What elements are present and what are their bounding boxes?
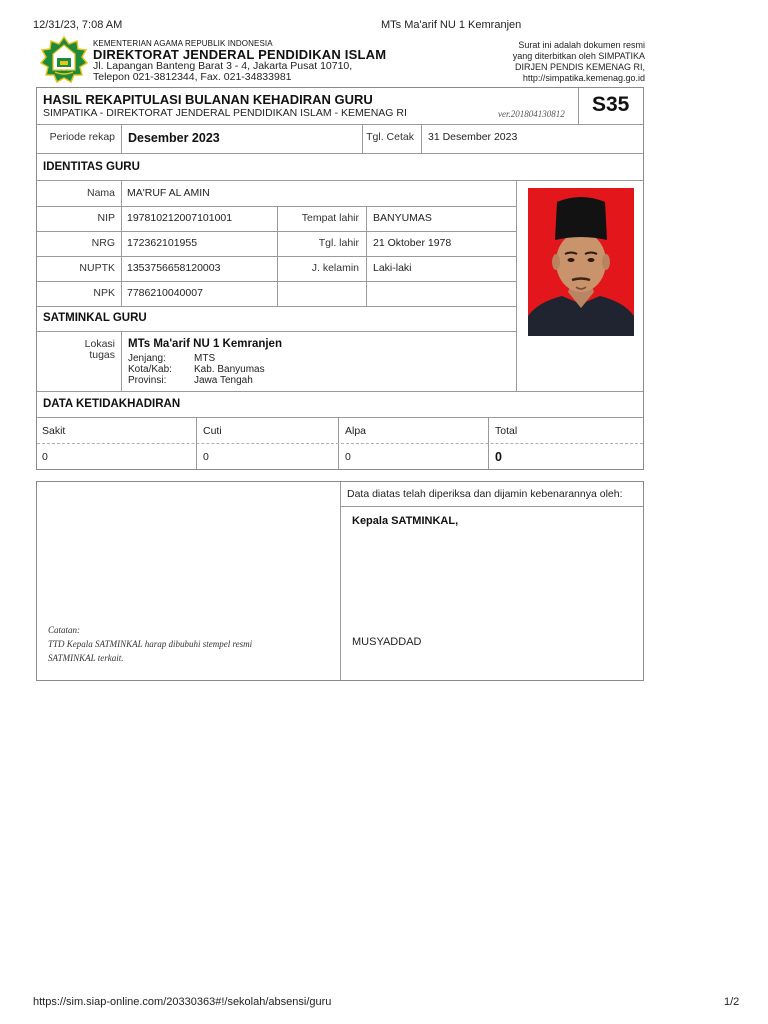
city-value: Kab. Banyumas (194, 364, 265, 375)
notice-line-4: http://simpatika.kemenag.go.id (522, 73, 645, 83)
absence-header-line (37, 417, 643, 418)
nuptk-value: 1353756658120003 (127, 262, 221, 274)
identity-header-line (37, 180, 643, 181)
row-line-4 (37, 281, 516, 282)
notice-line-3: DIRJEN PENDIS KEMENAG RI, (514, 62, 645, 72)
verification-statement: Data diatas telah diperiksa dan dijamin kebenarannya oleh: (347, 488, 623, 500)
location-label-2: tugas (89, 349, 115, 361)
province-label: Provinsi: (128, 375, 167, 386)
nrg-value: 172362101955 (127, 237, 198, 249)
location-label-1: Lokasi (84, 338, 115, 350)
ministry-name: KEMENTERIAN AGAMA REPUBLIK INDONESIA (93, 39, 273, 48)
period-value: Desember 2023 (128, 131, 220, 145)
province-value: Jawa Tengah (194, 375, 253, 386)
row-line-1 (37, 206, 516, 207)
absence-value-cuti: 0 (203, 451, 209, 463)
print-page-count: 1/2 (724, 996, 740, 1008)
absence-value-total: 0 (495, 450, 502, 464)
period-label: Periode rekap (49, 131, 115, 143)
satminkal-section-title: SATMINKAL GURU (43, 312, 147, 324)
report-subtitle: SIMPATIKA - DIREKTORAT JENDERAL PENDIDIKAN ISLAM - KEMENAG RI (43, 107, 407, 119)
npk-label: NPK (93, 287, 115, 299)
absence-header-alpa: Alpa (345, 425, 367, 437)
address-line-1: Jl. Lapangan Banteng Barat 3 - 4, Jakarta Pusat 10710, (93, 60, 353, 72)
satminkal-label-divider (121, 332, 122, 391)
satminkal-header-line (37, 331, 516, 332)
address-line-2: Telepon 021-3812344, Fax. 021-34833981 (93, 71, 292, 83)
nip-label: NIP (97, 212, 115, 224)
print-datetime: 12/31/23, 7:08 AM (33, 19, 123, 31)
title-divider (37, 124, 643, 125)
report-version: ver.201804130812 (498, 109, 565, 119)
teacher-photo (528, 188, 634, 336)
period-divider (121, 125, 122, 153)
code-divider (578, 88, 579, 124)
signer-name: MUSYADDAD (352, 636, 422, 648)
kemenag-logo-icon (40, 36, 88, 84)
row-line-3 (37, 256, 516, 257)
photo-column-divider (516, 181, 517, 391)
print-page-title: MTs Ma'arif NU 1 Kemranjen (381, 19, 522, 31)
note-line-1: TTD Kepala SATMINKAL harap dibubuhi stempel resmi (48, 639, 253, 649)
name-value: MA'RUF AL AMIN (127, 187, 210, 199)
satminkal-bottom-line (37, 391, 643, 392)
absence-value-alpa: 0 (345, 451, 351, 463)
nuptk-label: NUPTK (79, 262, 115, 274)
absence-dashed-line (37, 443, 643, 444)
absence-header-total: Total (495, 425, 518, 437)
print-url: https://sim.siap-online.com/20330363#!/sekolah/absensi/guru (33, 996, 332, 1008)
gender-value: Laki-laki (373, 262, 412, 274)
gender-label: J. kelamin (311, 262, 359, 274)
level-value: MTS (194, 353, 216, 364)
period-bottom-line (37, 153, 643, 154)
npk-value: 7786210040007 (127, 287, 203, 299)
birthdate-value: 21 Oktober 1978 (373, 237, 452, 249)
school-name: MTs Ma'arif NU 1 Kemranjen (128, 338, 282, 350)
note-line-2: SATMINKAL terkait. (48, 653, 124, 663)
identity-section-title: IDENTITAS GURU (43, 161, 140, 173)
print-date-label: Tgl. Cetak (366, 131, 414, 143)
row-line-5 (37, 306, 516, 307)
absence-header-sakit: Sakit (42, 425, 66, 437)
birthdate-label: Tgl. lahir (318, 237, 359, 249)
report-title: HASIL REKAPITULASI BULANAN KEHADIRAN GURU (43, 92, 373, 107)
absence-header-cuti: Cuti (203, 425, 222, 437)
directorate-name: DIREKTORAT JENDERAL PENDIDIKAN ISLAM (93, 47, 387, 62)
verification-header-line (341, 506, 643, 507)
notice-line-2: yang diterbitkan oleh SIMPATIKA (512, 51, 645, 61)
birthplace-value: BANYUMAS (373, 212, 432, 224)
name-label: Nama (86, 187, 115, 199)
report-code: S35 (592, 93, 630, 116)
signer-role: Kepala SATMINKAL, (352, 515, 459, 527)
verification-divider (340, 482, 341, 680)
print-date-value: 31 Desember 2023 (428, 131, 518, 143)
print-date-divider (421, 125, 422, 153)
absence-section-title: DATA KETIDAKHADIRAN (43, 398, 181, 410)
birthplace-label: Tempat lahir (301, 212, 359, 224)
row-line-2 (37, 231, 516, 232)
nip-value: 197810212007101001 (127, 212, 233, 224)
nrg-label: NRG (91, 237, 115, 249)
note-title: Catatan: (48, 625, 81, 635)
city-label: Kota/Kab: (128, 364, 172, 375)
absence-value-sakit: 0 (42, 451, 48, 463)
level-label: Jenjang: (128, 353, 166, 364)
identity-label-divider (121, 181, 122, 306)
notice-line-1: Surat ini adalah dokumen resmi (518, 40, 645, 50)
